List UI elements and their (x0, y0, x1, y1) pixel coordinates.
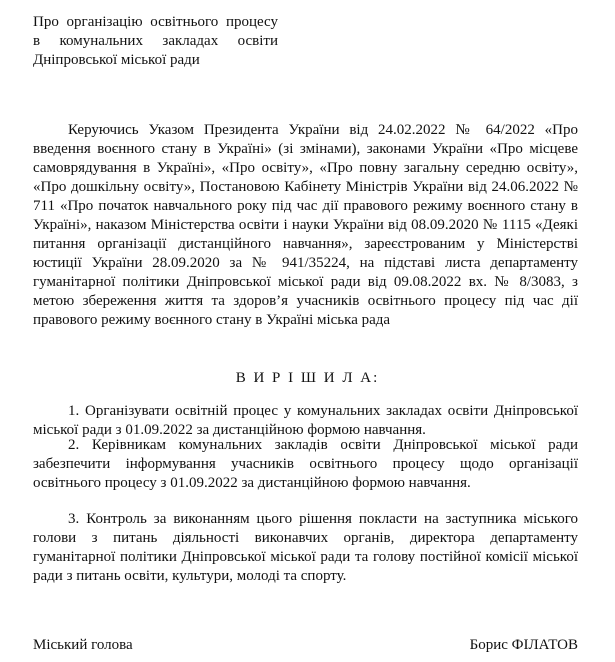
signatory-position: Міський голова (33, 637, 133, 653)
preamble-paragraph: Керуючись Указом Президента України від 24.02.2022 № 64/2022 «Про введення воєнного стану в Україні» (зі змінами), законами України «Про місцеве самоврядування в Україні», «Про освіту», «Про повну загальну середню освіту», «Про дошкільну освіту», Постановою Кабінету Міністрів України від 24.06.2022 № 711 «Про початок навчального року під час дії правового режиму воєнного стану в Україні», наказом Міністерства освіти і науки України від 08.09.2020 № 1115 «Деякі питання організації дистанційного навчання», зареєстрованим у Міністерстві юстиції України 28.09.2020 за № 941/35224, на підставі листа департаменту гуманітарної політики Дніпровської міської ради від 09.08.2022 вх. № 8/3083, з метою збереження життя та здоров’я учасників освітнього процесу під час дії правового режиму воєнного стану в Україні міська рада (33, 122, 578, 328)
title-line: в комунальних закладах освіти (33, 33, 278, 49)
resolution-item: 3. Контроль за виконанням цього рішення покласти на заступника міського голови з питань діяльності виконавчих органів, директора департаменту гуманітарної політики Дніпровської міської ради та голову постійної комісії міської ради з питань освіти, культури, молоді та спорту. (33, 511, 578, 584)
resolve-heading: В И Р І Ш И Л А: (235, 370, 380, 386)
resolution-item: 1. Організувати освітній процес у комунальних закладах освіти Дніпровської міської ради з 01.09.2022 за дистанційною формою навчання. (33, 403, 578, 438)
signature-block (33, 637, 578, 654)
resolution-item: 2. Керівникам комунальних закладів освіти Дніпровської міської ради забезпечити інформування учасників освітнього процесу щодо організації освітнього процесу з 01.09.2022 за дистанційною формою навчання. (33, 437, 578, 491)
signatory-name: Борис ФІЛАТОВ (469, 637, 578, 653)
title-line: Дніпровської міської ради (33, 52, 200, 68)
title-line: Про організацію освітнього процесу (33, 14, 278, 30)
document-title (33, 13, 278, 70)
